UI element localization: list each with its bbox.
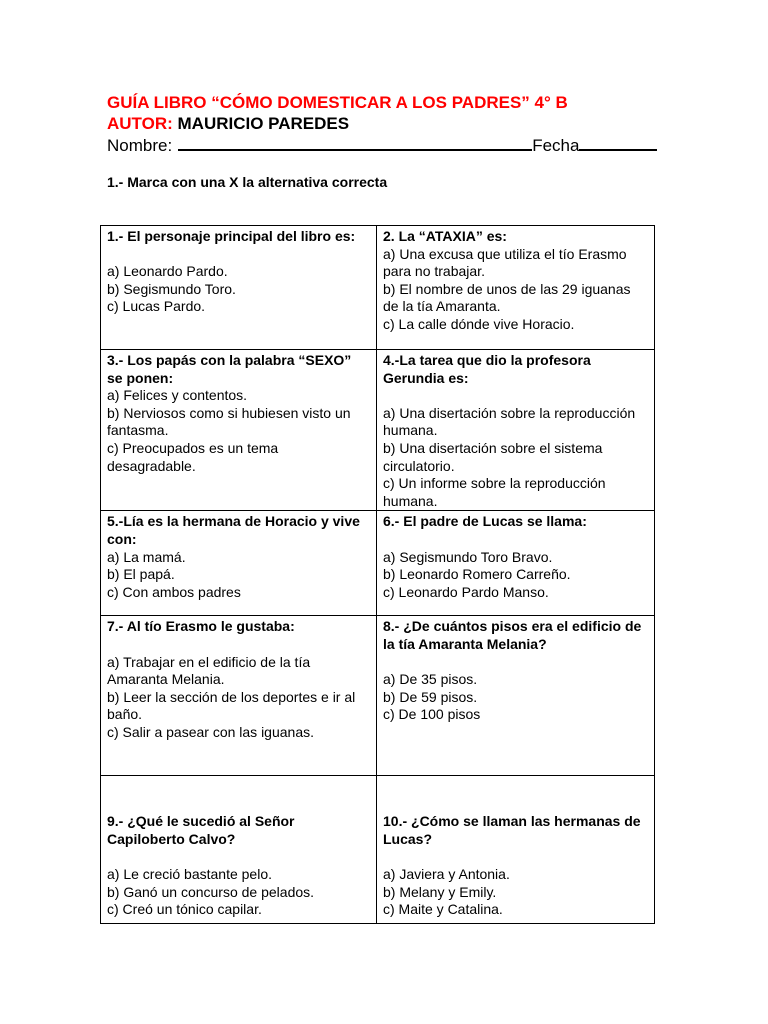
option: b) El papá. — [107, 566, 175, 583]
question-cell — [101, 511, 377, 616]
author-line — [107, 114, 349, 134]
option: a) La mamá. — [107, 548, 186, 565]
option: b) Segismundo Toro. — [107, 280, 236, 297]
question-cell — [377, 511, 655, 616]
option: c) Preocupados es un tema desagradable. — [107, 439, 279, 474]
option: c) Lucas Pardo. — [107, 298, 206, 315]
option: b) Nerviosos como si hubiesen visto un fantasma. — [107, 404, 351, 439]
question-text: 1.- El personaje principal del libro es: — [107, 228, 356, 244]
option: b) Ganó un concurso de pelados. — [107, 883, 315, 900]
question-cell — [377, 616, 655, 776]
option: a) Javiera y Antonia. — [383, 866, 510, 883]
question-text: 3.- Los papás con la palabra “SEXO” se ponen: — [107, 352, 352, 386]
name-label: Nombre: — [107, 136, 173, 155]
option: b) Melany y Emily. — [383, 883, 497, 900]
table-row — [101, 616, 655, 776]
option: c) Un informe sobre la reproducción humana. — [383, 475, 606, 509]
name-field[interactable] — [178, 135, 532, 151]
question-cell — [101, 776, 377, 924]
option: c) La calle dónde vive Horacio. — [383, 315, 575, 332]
name-date-line — [107, 135, 657, 156]
option: c) Salir a pasear con las iguanas. — [107, 723, 314, 740]
option: b) El nombre de unos de las 29 iguanas de la tía Amaranta. — [383, 280, 631, 315]
option: c) Con ambos padres — [107, 583, 241, 600]
author-name: MAURICIO PAREDES — [172, 114, 350, 133]
option: a) Le creció bastante pelo. — [107, 866, 272, 883]
date-label: Fecha — [532, 136, 580, 155]
question-text: 2. La “ATAXIA” es: — [383, 228, 507, 244]
option: c) Creó un tónico capilar. — [107, 901, 262, 918]
option: a) Leonardo Pardo. — [107, 263, 228, 280]
option: a) Una excusa que utiliza el tío Erasmo para no trabajar. — [383, 245, 627, 280]
instruction: 1.- Marca con una X la alternativa correcta — [107, 174, 388, 190]
option: a) Trabajar en el edificio de la tía Amaranta Melania. — [107, 653, 311, 688]
question-cell — [377, 350, 655, 511]
question-cell — [377, 226, 655, 350]
option: b) Leonardo Romero Carreño. — [383, 566, 571, 583]
option: a) Una disertación sobre la reproducción humana. — [383, 404, 636, 439]
date-field[interactable] — [579, 135, 657, 151]
option: c) Maite y Catalina. — [383, 901, 503, 918]
question-text: 8.- ¿De cuántos pisos era el edificio de la tía Amaranta Melania? — [383, 618, 642, 652]
option: b) De 59 pisos. — [383, 688, 478, 705]
option: c) De 100 pisos — [383, 706, 481, 723]
table-row — [101, 511, 655, 616]
question-text: 10.- ¿Cómo se llaman las hermanas de Lucas? — [383, 813, 641, 847]
table-row — [101, 776, 655, 924]
question-text: 4.-La tarea que dio la profesora Gerundia es: — [383, 352, 591, 386]
option: c) Leonardo Pardo Manso. — [383, 583, 549, 600]
question-cell — [377, 776, 655, 924]
question-text: 5.-Lía es la hermana de Horacio y vive con: — [107, 513, 360, 547]
option: a) Segismundo Toro Bravo. — [383, 548, 553, 565]
option: b) Leer la sección de los deportes e ir al baño. — [107, 688, 356, 723]
quiz-table — [100, 225, 655, 924]
option: b) Una disertación sobre el sistema circulatorio. — [383, 439, 603, 474]
question-cell — [101, 616, 377, 776]
question-text: 6.- El padre de Lucas se llama: — [383, 513, 587, 530]
table-row — [101, 226, 655, 350]
question-text: 9.- ¿Qué le sucedió al Señor Capiloberto Calvo? — [107, 813, 295, 847]
question-cell — [101, 350, 377, 511]
option: a) De 35 pisos. — [383, 671, 478, 688]
table-row — [101, 350, 655, 511]
document-title: GUÍA LIBRO “CÓMO DOMESTICAR A LOS PADRES” 4° B — [107, 93, 568, 112]
option: a) Felices y contentos. — [107, 387, 248, 404]
question-cell — [101, 226, 377, 350]
author-label: AUTOR: — [107, 114, 173, 133]
question-text: 7.- Al tío Erasmo le gustaba: — [107, 618, 295, 635]
